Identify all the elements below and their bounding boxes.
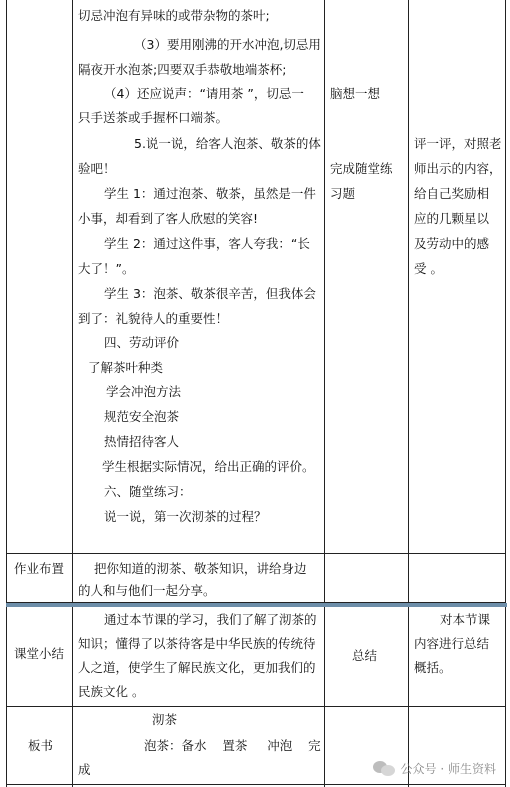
lesson-step: 规范安全泡茶	[104, 409, 180, 424]
summary-label: 课堂小结	[14, 646, 65, 661]
table-border-left	[6, 0, 7, 787]
section-heading: 四、劳动评价	[104, 335, 180, 350]
watermark	[373, 759, 496, 777]
lesson-step: 隔夜开水泡茶;四要双手恭敬地端茶杯;	[78, 62, 287, 77]
evaluation-text: 应的几颗星以	[414, 211, 490, 226]
lesson-step: （3）要用刚沸的开水冲泡,切忌用	[134, 37, 321, 52]
homework-text: 把你知道的沏茶、敬茶知识，讲给身边	[94, 561, 307, 576]
lesson-step: 学生 2：通过这件事，客人夸我：“长	[104, 236, 310, 251]
lesson-step: 大了！”。	[78, 261, 135, 276]
lesson-step: 到了：礼貌待人的重要性！	[78, 311, 229, 326]
column-divider-3	[408, 0, 409, 787]
lesson-step: 小事，却看到了客人欣慰的笑容!	[78, 211, 259, 226]
lesson-step: 学生 1：通过泡茶、敬茶，虽然是一件	[104, 186, 316, 201]
summary-activity: 总结	[352, 648, 378, 663]
lesson-step: 只手送茶或手握杯口端茶。	[78, 110, 229, 125]
lesson-step: 验吧！	[78, 161, 116, 176]
evaluation-text: 给自己奖励相	[414, 186, 490, 201]
evaluation-text: 及劳动中的感	[414, 236, 490, 251]
watermark-text: 公众号 · 师生资料	[400, 761, 496, 776]
board-title: 沏茶	[152, 712, 178, 727]
summary-evaluation: 对本节课	[440, 612, 491, 627]
section-band	[6, 603, 507, 607]
student-activity: 习题	[330, 186, 356, 201]
row-divider-summary-bottom	[6, 706, 505, 707]
table-border-right	[505, 0, 506, 787]
homework-text: 的人和与他们一起分享。	[78, 583, 216, 598]
lesson-step: 学会冲泡方法	[106, 384, 182, 399]
column-divider-2	[324, 0, 325, 787]
summary-text: 民族文化 。	[78, 684, 145, 699]
lesson-step: 热情招待客人	[104, 434, 180, 449]
student-activity: 完成随堂练	[330, 161, 393, 176]
board-label: 板书	[28, 738, 54, 753]
homework-label: 作业布置	[14, 561, 65, 576]
row-divider-homework-top	[6, 553, 505, 554]
lesson-step: 了解茶叶种类	[88, 360, 164, 375]
lesson-step: （4）还应说声：“请用茶 ”，切忌一	[104, 86, 304, 101]
evaluation-text: 评一评，对照老	[414, 136, 502, 151]
board-line: 泡茶：备水 置茶 冲泡 完	[144, 738, 321, 753]
wechat-icon	[373, 759, 395, 777]
lesson-step: 学生根据实际情况，给出正确的评价。	[102, 459, 315, 474]
lesson-step: 切忌冲泡有异味的或带杂物的茶叶;	[78, 8, 270, 23]
summary-text: 通过本节课的学习，我们了解了沏茶的	[104, 612, 317, 627]
lesson-step: 学生 3：泡茶、敬茶很辛苦，但我体会	[104, 286, 316, 301]
table-border-bottom	[6, 784, 505, 785]
summary-text: 人之道，使学生了解民族文化，更加我们的	[78, 660, 316, 675]
lesson-step: 5.说一说，给客人泡茶、敬茶的体	[134, 136, 321, 151]
board-line: 成	[78, 762, 91, 777]
evaluation-text: 受 。	[414, 261, 443, 276]
student-activity: 脑想一想	[330, 86, 381, 101]
lesson-step: 说一说，第一次沏茶的过程？	[104, 509, 267, 524]
summary-text: 知识；懂得了以茶待客是中华民族的传统待	[78, 636, 316, 651]
column-divider-1	[72, 0, 73, 787]
evaluation-text: 师出示的内容，	[414, 161, 502, 176]
summary-evaluation: 内容进行总结	[414, 636, 490, 651]
summary-evaluation: 概括。	[414, 660, 452, 675]
section-heading: 六、随堂练习：	[104, 484, 192, 499]
